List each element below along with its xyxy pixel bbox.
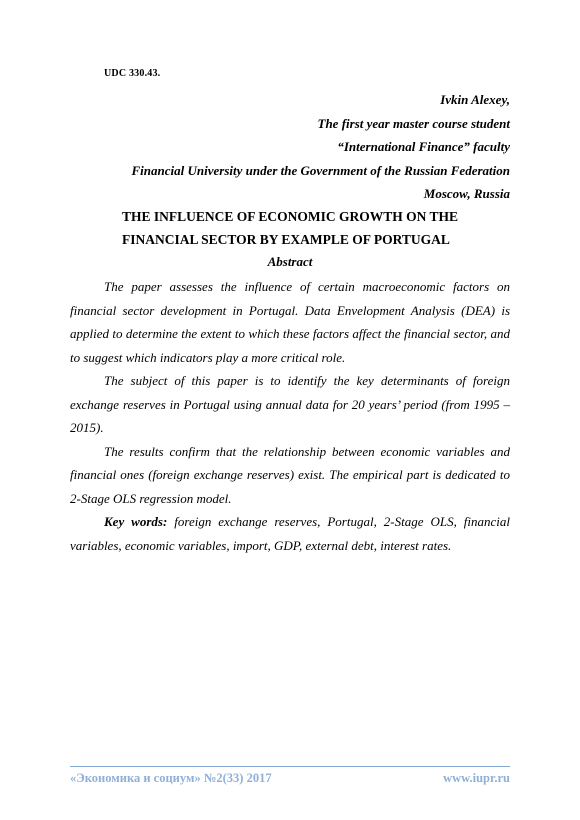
- paper-title-line-2: FINANCIAL SECTOR BY EXAMPLE OF PORTUGAL: [122, 232, 450, 247]
- author-faculty: “International Finance” faculty: [337, 139, 510, 155]
- abstract-heading: Abstract: [267, 254, 313, 269]
- abstract-paragraph-3: The results confirm that the relationship between economic variables and financial ones (foreign exchange reserves) exist. The empirical part is dedicated to 2-Stage OLS regression model.: [70, 443, 510, 506]
- footer-divider: [70, 766, 510, 767]
- keywords-text: foreign exchange reserves, Portugal, 2-Stage OLS, financial variables, economic variables, import, GDP, external debt, interest rates.: [70, 514, 511, 553]
- author-position: The first year master course student: [317, 115, 510, 131]
- abstract-paragraph-2: The subject of this paper is to identify the key determinants of foreign exchange reserves in Portugal using annual data for 20 years’ period (from 1995 – 2015).: [70, 373, 510, 435]
- author-university: Financial University under the Government of the Russian Federation: [131, 162, 510, 178]
- paper-title: [70, 205, 510, 251]
- footer-website[interactable]: www.iupr.ru: [443, 771, 510, 785]
- paper-title-line-1: THE INFLUENCE OF ECONOMIC GROWTH ON THE: [121, 209, 459, 224]
- abstract-body: [70, 275, 510, 557]
- footer-journal: «Экономика и социум» №2(33) 2017: [70, 771, 272, 785]
- author-location: Moscow, Russia: [423, 186, 510, 202]
- author-name: Ivkin Alexey,: [440, 92, 510, 107]
- abstract-paragraph-1: The paper assesses the influence of certain macroeconomic factors on financial sector development in Portugal. Data Envelopment Analysis (DEA) is applied to determine the extent to which these factors affect the financial sector, and to suggest which indicators play a more critical role.: [70, 279, 510, 365]
- keywords-paragraph: [70, 510, 510, 557]
- author-block: [70, 88, 510, 206]
- udc-code: UDC 330.43.: [104, 68, 161, 79]
- keywords-label: Key words:: [104, 514, 168, 529]
